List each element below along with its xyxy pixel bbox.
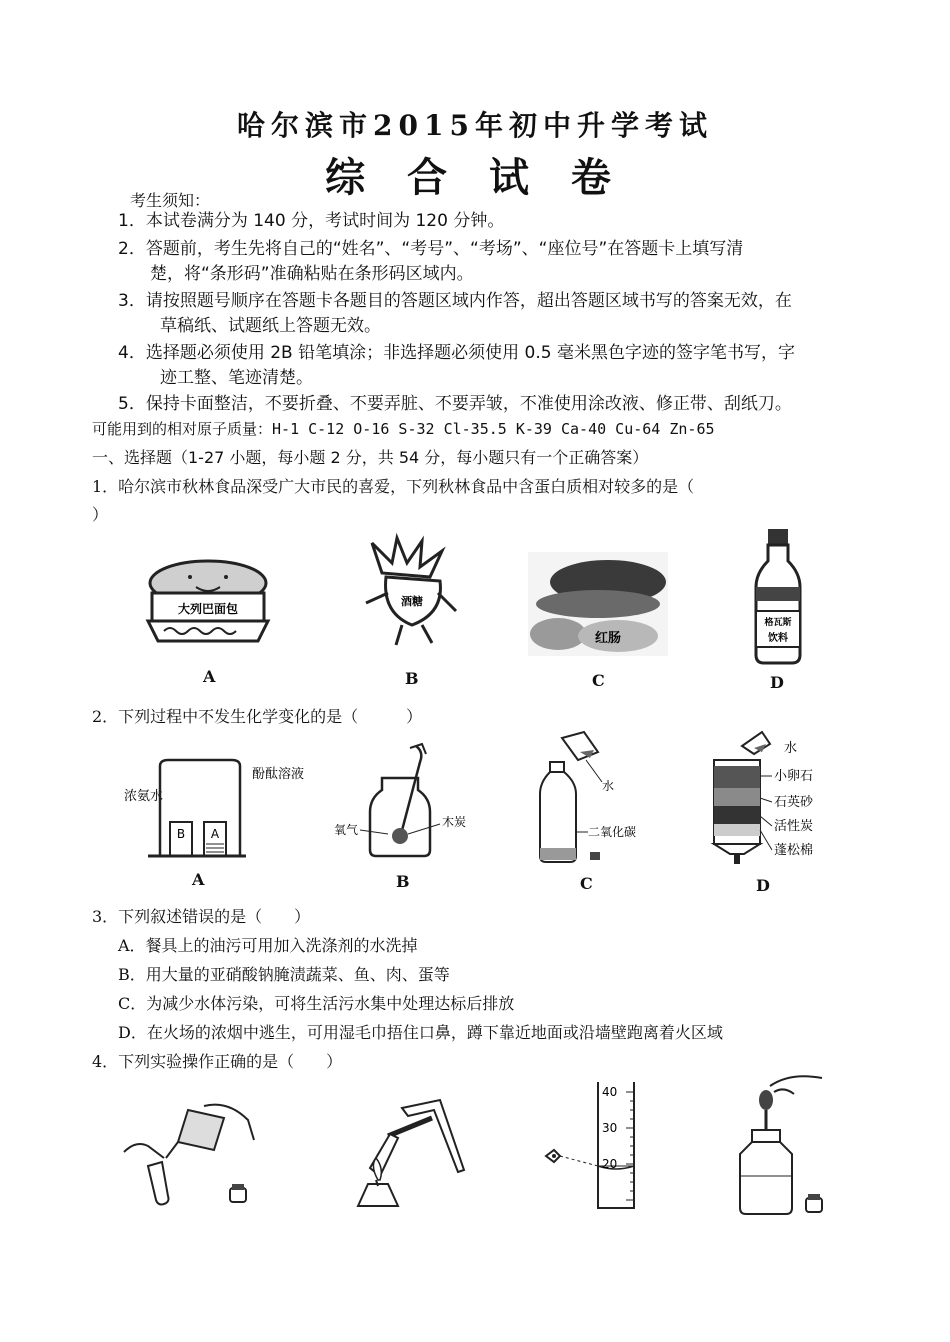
section-heading: 一、选择题（1-27 小题，每小题 2 分，共 54 分，每小题只有一个正确答案） (92, 448, 649, 467)
charcoal-oxygen-image (330, 742, 480, 870)
q3-option-a: A．餐具上的油污可用加入洗涤剂的水洗掉 (118, 936, 418, 955)
tick-20: 20 (602, 1157, 618, 1171)
candy-label: 酒糖 (401, 595, 423, 608)
ammonia-beaker-image (120, 758, 305, 864)
tick-30: 30 (602, 1121, 618, 1135)
q1-label-b: B (405, 669, 419, 688)
q2-d-carbon: 活性炭 (774, 819, 814, 834)
notice-item-5: 5．保持卡面整洁，不要折叠、不要弄脏、不要弄皱，不准使用涂改液、修正带、刮纸刀。 (118, 394, 792, 414)
q4-stem: 4．下列实验操作正确的是（ ） (92, 1052, 343, 1071)
q2-b-charcoal: 木炭 (442, 815, 467, 829)
pouring-liquid-image (118, 1100, 258, 1208)
q2-c-water: 水 (602, 779, 615, 793)
notice-item-4-cont: 迹工整、笔迹清楚。 (160, 368, 313, 388)
sausage-label: 红肠 (594, 631, 622, 646)
q2-d-sand: 石英砂 (774, 795, 814, 810)
q3-option-d: D．在火场的浓烟中逃生，可用湿毛巾捂住口鼻，蹲下靠近地面或沿墙壁跑离着火区域 (118, 1023, 723, 1042)
exam-title: 哈尔滨市2015年初中升学考试 (237, 109, 713, 142)
q1-stem: 1．哈尔滨市秋林食品深受广大市民的喜爱，下列秋林食品中含蛋白质相对较多的是（ (92, 477, 695, 496)
candy-mascot-image (352, 533, 470, 651)
notice-item-1: 1．本试卷满分为 140 分，考试时间为 120 分钟。 (118, 211, 505, 231)
kvass-label-1: 格瓦斯 (764, 618, 792, 628)
notice-item-4: 4．选择题必须使用 2B 铅笔填涂；非选择题必须使用 0.5 毫米黑色字迹的签字笔书写，字 (118, 343, 795, 363)
q2-d-pebbles: 小卵石 (774, 769, 814, 784)
q2-d-cotton: 蓬松棉 (774, 843, 814, 858)
q1-label-a: A (203, 667, 216, 686)
q3-option-c: C．为减少水体污染，可将生活污水集中处理达标后排放 (118, 994, 515, 1013)
cylinder-reading-image (542, 1080, 638, 1212)
notice-item-3: 3．请按照题号顺序在答题卡各题目的答题区域内作答，超出答题区域书写的答案无效，在 (118, 291, 792, 311)
co2-bottle-image (536, 730, 656, 870)
q2-a-box-a: A (210, 827, 220, 841)
atomic-masses: 可能用到的相对原子质量：H-1 C-12 O-16 S-32 Cl-35.5 K-39 Ca-40 Cu-64 Zn-65 (92, 420, 715, 438)
sausage-image (528, 552, 668, 656)
tick-40: 40 (602, 1085, 618, 1099)
bread-image (140, 555, 280, 655)
heating-test-tube-image (348, 1096, 478, 1214)
notice-heading: 考生须知： (130, 191, 211, 210)
q2-d-water: 水 (784, 741, 798, 756)
q2-stem: 2．下列过程中不发生化学变化的是（ ） (92, 707, 423, 726)
q1-label-d: D (770, 673, 784, 692)
q2-label-b: B (396, 872, 410, 891)
dropper-bottle-image (730, 1072, 840, 1218)
q3-option-b: B．用大量的亚硝酸钠腌渍蔬菜、鱼、肉、蛋等 (118, 965, 450, 984)
q2-a-box-b: B (176, 827, 186, 841)
q3-stem: 3．下列叙述错误的是（ ） (92, 907, 311, 926)
q2-label-d: D (756, 876, 770, 895)
water-filter-image (704, 726, 844, 876)
q2-b-oxygen: 氧气 (334, 823, 359, 837)
bread-label: 大列巴面包 (177, 602, 239, 616)
q2-label-c: C (580, 874, 593, 893)
q1-stem-end: ） (92, 505, 109, 524)
kvass-label-2: 饮料 (768, 633, 788, 644)
exam-subtitle: 综 合 试 卷 (325, 154, 625, 201)
q2-a-right-text: 酚酞溶液 (252, 767, 305, 782)
q1-label-c: C (592, 671, 605, 690)
notice-item-3-cont: 草稿纸、试题纸上答题无效。 (160, 316, 381, 336)
notice-item-2-cont: 楚，将“条形码”准确粘贴在条形码区域内。 (150, 264, 474, 284)
kvass-bottle-image (752, 527, 804, 665)
q2-a-left-text: 浓氨水 (124, 789, 164, 804)
q2-label-a: A (192, 870, 205, 889)
q2-c-co2: 二氧化碳 (588, 825, 637, 839)
notice-item-2: 2．答题前，考生先将自己的“姓名”、“考号”、“考场”、“座位号”在答题卡上填写清 (118, 239, 744, 259)
